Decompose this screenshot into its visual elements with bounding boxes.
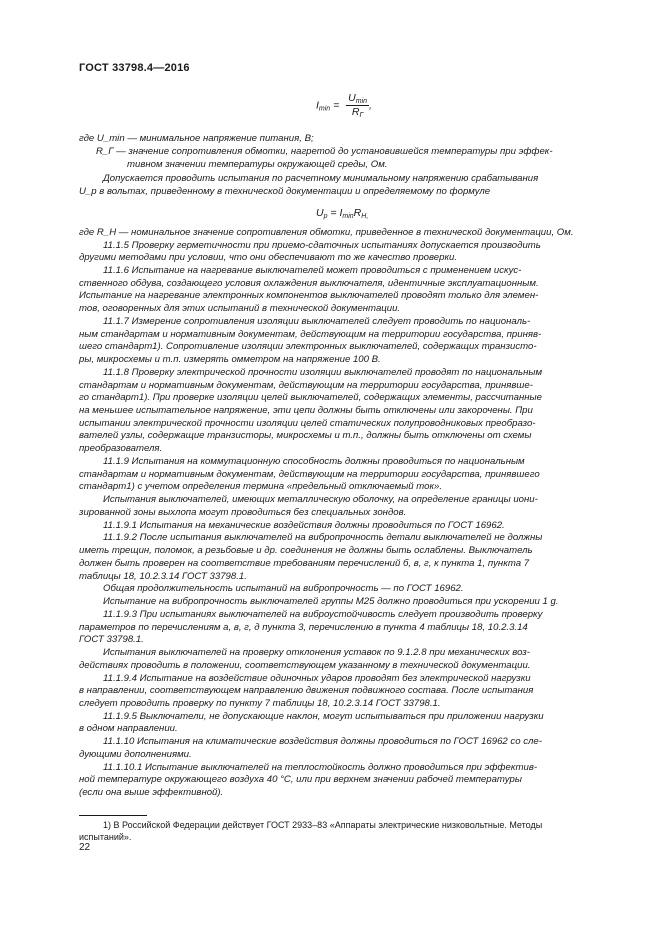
text-line: параметров по перечислениям а, в, г, д пункта 3, перечислению в пункта 4 таблицы 18, 10.2.3.14 xyxy=(79,622,528,633)
text-line: 11.1.9.3 При испытаниях выключателей на виброустойчивость следует производить проверку xyxy=(103,609,543,620)
text-line: в одном направлении. xyxy=(79,723,178,734)
text-line: тов, оговоренных для этих испытаний в технической документации. xyxy=(79,303,401,314)
text-line: 11.1.7 Измерение сопротивления изоляции выключателей следует проводить по националь- xyxy=(103,316,531,327)
text-line: U_р в вольтах, приведенному в технической документации и определяемому по формуле xyxy=(79,186,491,197)
text-line: 11.1.9.4 Испытание на воздействие одиночных ударов проводят без электрической нагрузки xyxy=(103,673,531,684)
text-line: должен быть проверен на соответствие требованиям перечислений б, в, г, к пункта 1, пункта 7 xyxy=(79,558,530,569)
footnote-rule xyxy=(79,815,147,816)
text-line: Испытание на нагревание электронных компонентов выключателей проводят только для элемен- xyxy=(79,290,539,301)
text-line: вателей узлы, содержащие транзисторы, микросхемы и т.п., должны быть отключены от схемы xyxy=(79,430,532,441)
text-line: Испытания выключателей, имеющих металлическую оболочку, на определение границы иони- xyxy=(103,494,538,505)
formula-up: $U_р = I_{min}R_{Н,}$ xyxy=(316,207,369,220)
text-line: зированной зоны выхлопа могут проводиться без специальных зондов. xyxy=(79,507,407,518)
text-line: где R_Н — номинальное значение сопротивления обмотки, приведенное в технической документации, Ом. xyxy=(79,227,574,238)
page-number: 22 xyxy=(79,842,91,853)
text-line: тивном значении температуры окружающей среды, Ом. xyxy=(127,159,388,170)
text-line: преобразователя. xyxy=(79,443,163,454)
text-line: другими методами при условии, что они обеспечивают то же качество проверки. xyxy=(79,252,458,263)
text-line: (если она выше эффективной). xyxy=(79,787,224,798)
text-line: следует проводить проверку по пункту 7 таблицы 18, 10.2.3.14 ГОСТ 33798.1. xyxy=(79,698,441,709)
text-line: 11.1.9.2 После испытания выключателей на вибропрочность детали выключателей не должны xyxy=(103,532,543,543)
text-line: испытании электрической прочности изоляции целей статических полупроводниковых преобразо- xyxy=(79,418,536,429)
text-line: стандартам и нормативным документам, действующим на территории государства, принявше- xyxy=(79,380,533,391)
text-line: R_Г — значение сопротивления обмотки, нагретой до установившейся температуры при эффек- xyxy=(96,146,553,157)
text-line: действиях проводить в положении, соответствующем указанному в технической документации. xyxy=(79,660,531,671)
text-line: ной температуре окружающего воздуха 40 °С, или при верхнем значении рабочей температуры xyxy=(79,774,522,785)
text-line: в направлении, соответствующем направлению движения подвижного состава. После испытания xyxy=(79,685,534,696)
text-line: 11.1.6 Испытание на нагревание выключателей может проводиться с применением искус- xyxy=(103,265,522,276)
text-line: где U_min — минимальное напряжение питания, В; xyxy=(79,133,314,144)
text-line: Допускается проводить испытания по расчетному минимальному напряжению срабатывания xyxy=(103,173,539,184)
text-line: Общая продолжительность испытаний на вибропрочность — по ГОСТ 16962. xyxy=(103,583,464,594)
text-line: иметь трещин, поломок, а резьбовые и др. соединения не должны быть ослаблены. Выключатель xyxy=(79,545,533,556)
text-line: Испытания выключателей на проверку отклонения уставок по 9.1.2.8 при механических воз- xyxy=(103,647,530,658)
text-line: ГОСТ 33798.1. xyxy=(79,634,144,645)
text-line: стандартам и нормативным документам, действующим на территории государства, принявшего xyxy=(79,469,540,480)
text-line: ным стандартам и нормативным документам, действующим на территории государства, приняв- xyxy=(79,329,542,340)
text-line: на меньшее испытательное напряжение, эти цепи должны быть отключены или закорочены. При xyxy=(79,405,533,416)
text-line: шего стандарт1). Сопротивление изоляции электронных выключателей, содержащих транзисто- xyxy=(79,341,537,352)
text-line: таблицы 18, 10.2.3.14 ГОСТ 33798.1. xyxy=(79,571,247,582)
footnote-line: испытаний». xyxy=(79,832,132,842)
text-line: 11.1.9 Испытания на коммутационную способность должны проводиться по национальным xyxy=(103,456,525,467)
text-line: 11.1.9.1 Испытания на механические воздействия должны проводиться по ГОСТ 16962. xyxy=(103,520,505,531)
text-line: стандарт1) с учетом определения термина «предельный отключаемый ток». xyxy=(79,481,443,492)
document-header: ГОСТ 33798.4—2016 xyxy=(79,62,190,74)
footnote-line: 1) В Российской Федерации действует ГОСТ 2933–83 «Аппараты электрические низковольтные. Методы xyxy=(103,820,543,830)
text-line: 11.1.10.1 Испытание выключателей на теплостойкость должно проводиться при эффектив- xyxy=(103,762,538,773)
formula-imin: $I_{min}$ = $\frac{U_{min}}{R_Г}$ , xyxy=(316,92,372,119)
text-line: 11.1.9.5 Выключатели, не допускающие наклон, могут испытываться при приложении нагрузки xyxy=(103,711,544,722)
text-line: дующими дополнениями. xyxy=(79,749,192,760)
text-line: го стандарт1). При проверке изоляции целей выключателей, содержащих элементы, рассчитанные xyxy=(79,392,542,403)
text-line: ры, микросхемы и т.п. измерять омметром на напряжение 100 В. xyxy=(79,354,381,365)
text-line: ственного обдува, создающего условия охлаждения выключателя, идентичные эксплуатационным. xyxy=(79,278,539,289)
text-line: 11.1.8 Проверку электрической прочности изоляции выключателей проводят по национальным xyxy=(103,367,543,378)
text-line: 11.1.10 Испытания на климатические воздействия должны проводиться по ГОСТ 16962 со сле- xyxy=(103,736,542,747)
text-line: 11.1.5 Проверку герметичности при приемо-сдаточных испытаниях допускается производить xyxy=(103,240,541,251)
text-line: Испытание на вибропрочность выключателей группы М25 должно проводиться при ускорении 1 g. xyxy=(103,596,559,607)
